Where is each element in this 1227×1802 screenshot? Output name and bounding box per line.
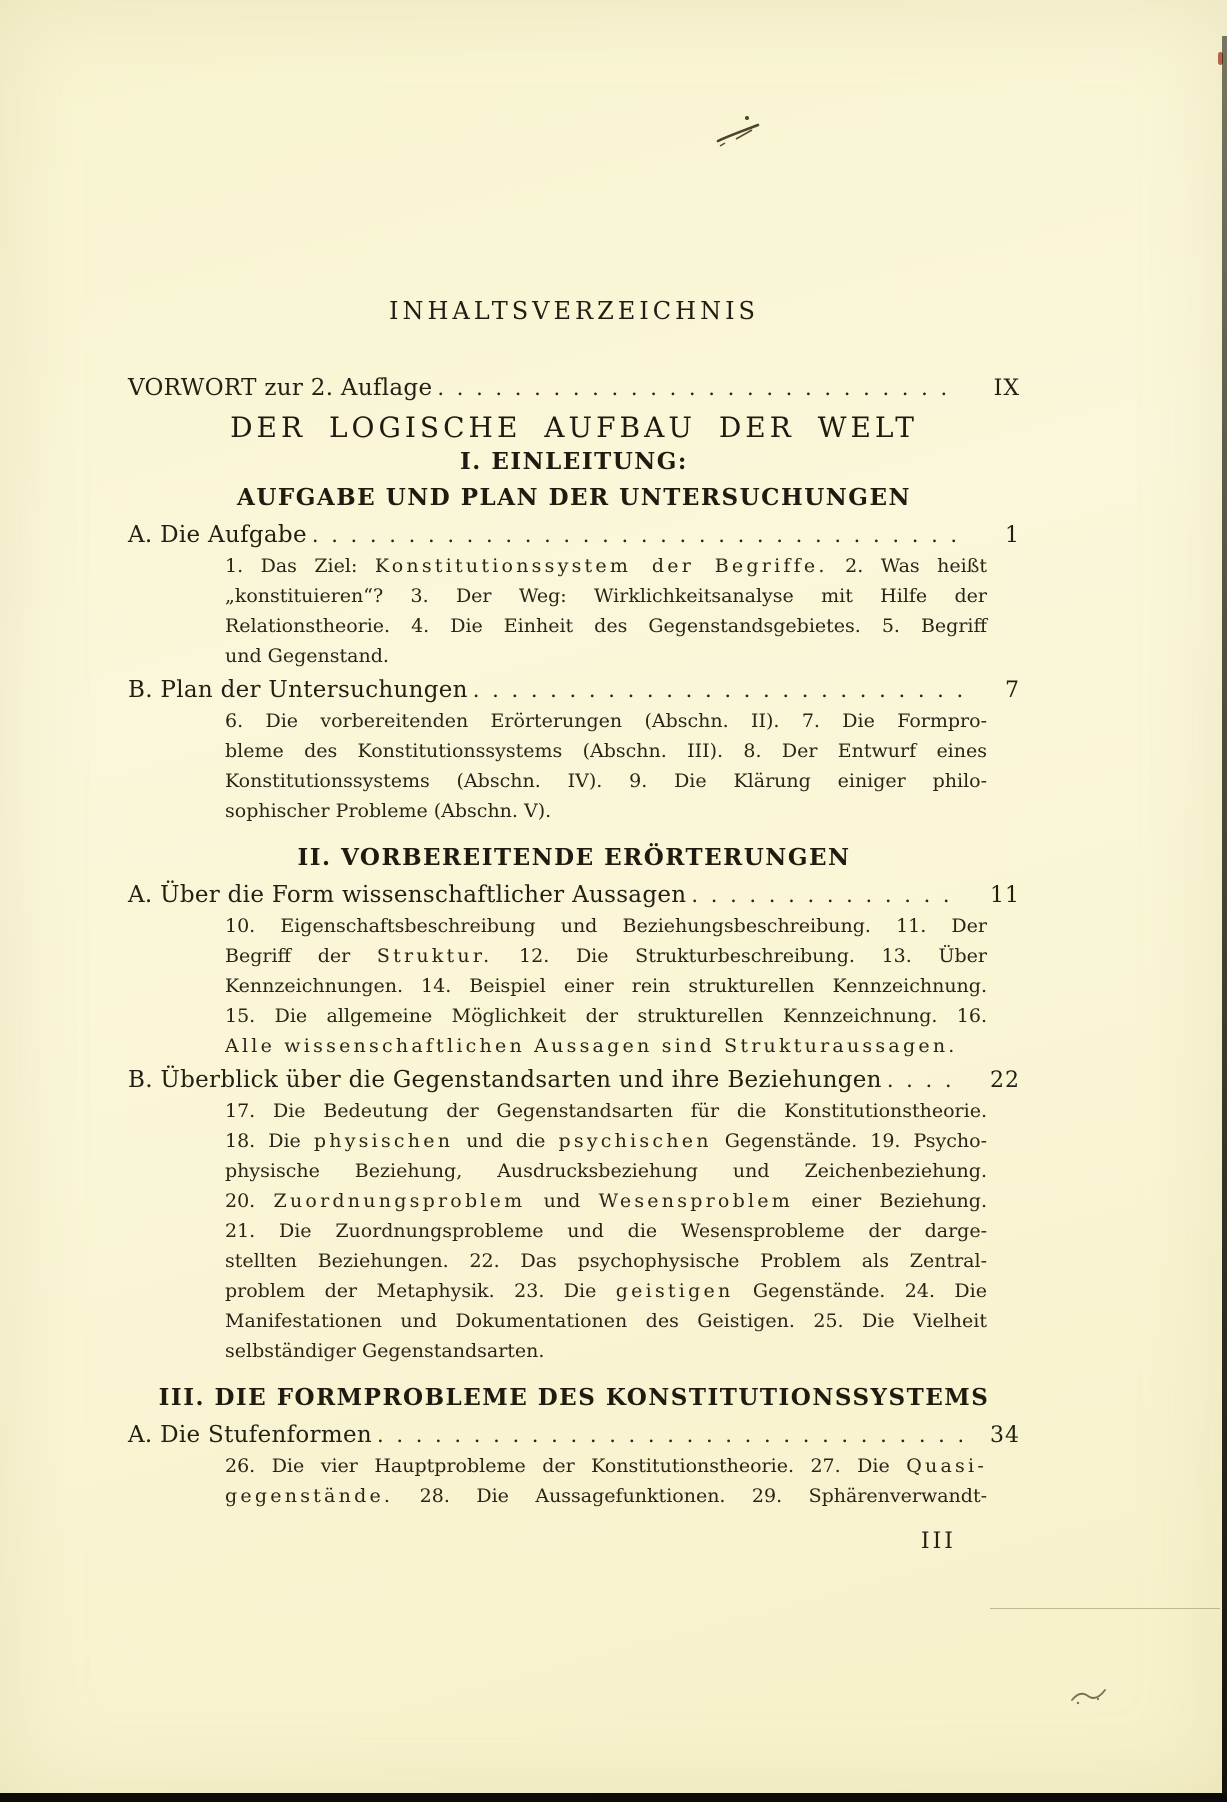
note-line	[225, 1336, 987, 1366]
note-line	[225, 736, 987, 766]
note-text: problem der Metaphysik. 23. Die	[225, 1280, 616, 1302]
ink-smudge-icon	[1068, 1682, 1110, 1708]
entry-notes	[225, 706, 987, 826]
dot-leader	[377, 1422, 962, 1448]
entry-page-number: IX	[993, 376, 1020, 401]
entry-page-number: 1	[1005, 523, 1020, 548]
note-text: 26. Die vier Hauptprobleme der Konstitutionstheorie. 27. Die	[225, 1455, 907, 1477]
note-text: einer Beziehung.	[793, 1190, 987, 1212]
toc-sections	[128, 444, 1020, 1511]
entry-notes	[225, 911, 987, 1061]
note-text: Alle wissenschaftlichen Aussagen sind Strukturaussagen.	[225, 1035, 958, 1057]
note-text: 18. Die	[225, 1130, 314, 1152]
note-text: 6. Die vorbereitenden Erörterungen (Abschn. II). 7. Die Formpro-	[225, 710, 987, 732]
toc-content	[128, 0, 1020, 1554]
note-text: 15. Die allgemeine Möglichkeit der strukturellen Kennzeichnung. 16.	[225, 1005, 987, 1027]
note-line	[225, 1031, 987, 1061]
note-text: und Gegenstand.	[225, 645, 389, 667]
entry-label: A. Die Aufgabe	[128, 522, 307, 548]
note-text: 10. Eigenschaftsbeschreibung und Beziehungsbeschreibung. 11. Der	[225, 915, 987, 937]
note-line	[225, 766, 987, 796]
section-heading: I. EINLEITUNG:	[460, 448, 688, 475]
note-text: „konstituieren“? 3. Der Weg: Wirklichkeitsanalyse mit Hilfe der	[225, 585, 987, 607]
note-line	[225, 611, 987, 641]
note-text: Quasi-	[906, 1455, 987, 1477]
toc-entry-vorwort	[128, 375, 1020, 401]
entry-label: B. Überblick über die Gegenstandsarten und ihre Beziehungen	[128, 1067, 882, 1093]
note-text: Manifestationen und Dokumentationen des Geistigen. 25. Die Vielheit	[225, 1310, 987, 1332]
entry-label: A. Die Stufenformen	[128, 1422, 372, 1448]
note-line	[225, 1306, 987, 1336]
note-line	[225, 911, 987, 941]
note-line	[225, 1246, 987, 1276]
note-text: physischen	[313, 1130, 454, 1152]
note-text: Konstitutionssystem der Begriffe.	[374, 555, 828, 577]
note-text: gegenstände.	[225, 1485, 394, 1507]
entry-notes	[225, 551, 987, 671]
dot-leader	[437, 375, 962, 401]
note-text: Relationstheorie. 4. Die Einheit des Gegenstandsgebietes. 5. Begriff	[225, 615, 987, 637]
note-line	[225, 1126, 987, 1156]
dot-leader	[473, 677, 962, 703]
note-text: 20.	[225, 1190, 274, 1212]
dot-leader	[312, 522, 962, 548]
book-title: DER LOGISCHE AUFBAU DER WELT	[230, 411, 918, 444]
toc-entry	[128, 1422, 1020, 1448]
note-line	[225, 1276, 987, 1306]
entry-page-number: 34	[990, 1423, 1020, 1448]
toc-section	[128, 840, 1020, 1366]
note-text: geistigen	[615, 1280, 734, 1302]
section-heading: AUFGABE UND PLAN DER UNTERSUCHUNGEN	[237, 484, 911, 511]
note-text: Gegenstände. 19. Psycho-	[711, 1130, 987, 1152]
toc-section	[128, 1380, 1020, 1511]
page-title: INHALTSVERZEICHNIS	[389, 297, 759, 325]
toc-section	[128, 444, 1020, 826]
note-text: Konstitutionssystems (Abschn. IV). 9. Die Klärung einiger philo-	[225, 770, 987, 792]
note-text: psychischen	[558, 1130, 712, 1152]
entry-page-number: 7	[1005, 678, 1020, 703]
note-text: physische Beziehung, Ausdrucksbeziehung und Zeichenbeziehung.	[225, 1160, 987, 1182]
dot-leader	[887, 1067, 962, 1093]
note-line	[225, 796, 987, 826]
note-text: bleme des Konstitutionssystems (Abschn. III). 8. Der Entwurf eines	[225, 740, 987, 762]
toc-entry	[128, 882, 1020, 908]
toc-entry	[128, 1067, 1020, 1093]
note-line	[225, 1451, 987, 1481]
note-line	[225, 581, 987, 611]
note-text: selbständiger Gegenstandsarten.	[225, 1340, 545, 1362]
note-text: und die	[453, 1130, 559, 1152]
note-line	[225, 1481, 987, 1511]
toc-entry	[128, 522, 1020, 548]
dot-leader	[691, 882, 962, 908]
note-text: stellten Beziehungen. 22. Das psychophysische Problem als Zentral-	[225, 1250, 987, 1272]
note-text: und	[525, 1190, 599, 1212]
note-line	[225, 1001, 987, 1031]
note-text: 2. Was heißt	[827, 555, 987, 577]
entry-notes	[225, 1451, 987, 1511]
note-text: 17. Die Bedeutung der Gegenstandsarten für die Konstitutionstheorie.	[225, 1100, 987, 1122]
entry-page-number: 11	[990, 883, 1020, 908]
note-text: Struktur.	[376, 945, 493, 967]
note-line	[225, 551, 987, 581]
note-text: Kennzeichnungen. 14. Beispiel einer rein strukturellen Kennzeichnung.	[225, 975, 987, 997]
entry-page-number: 22	[990, 1068, 1020, 1093]
note-line	[225, 971, 987, 1001]
section-heading: III. DIE FORMPROBLEME DES KONSTITUTIONSSYSTEMS	[158, 1384, 990, 1411]
note-text: Wesensproblem	[598, 1190, 794, 1212]
note-text: Gegenstände. 24. Die	[733, 1280, 987, 1302]
note-text: Begriff der	[225, 945, 377, 967]
paper-scratch	[990, 1608, 1220, 1609]
note-text: sophischer Probleme (Abschn. V).	[225, 800, 552, 822]
toc-entry	[128, 677, 1020, 703]
note-line	[225, 1186, 987, 1216]
note-line	[225, 641, 987, 671]
page-number: III	[920, 1529, 956, 1554]
note-text: 1. Das Ziel:	[225, 555, 375, 577]
entry-notes	[225, 1096, 987, 1366]
entry-label: A. Über die Form wissenschaftlicher Aussagen	[128, 882, 687, 908]
note-line	[225, 1096, 987, 1126]
note-text: 12. Die Strukturbeschreibung. 13. Über	[492, 945, 987, 967]
note-line	[225, 941, 987, 971]
scan-edge-bottom	[0, 1793, 1227, 1802]
scan-edge-right	[1222, 36, 1227, 1793]
note-line	[225, 1216, 987, 1246]
note-line	[225, 706, 987, 736]
note-text: Zuordnungsproblem	[273, 1190, 526, 1212]
note-line	[225, 1156, 987, 1186]
note-text: 21. Die Zuordnungsprobleme und die Wesensprobleme der darge-	[225, 1220, 987, 1242]
entry-label: VORWORT zur 2. Auflage	[128, 375, 433, 401]
section-heading: II. VORBEREITENDE ERÖRTERUNGEN	[297, 844, 851, 871]
entry-label: B. Plan der Untersuchungen	[128, 677, 468, 703]
note-text: 28. Die Aussagefunktionen. 29. Sphärenverwandt-	[393, 1485, 987, 1507]
